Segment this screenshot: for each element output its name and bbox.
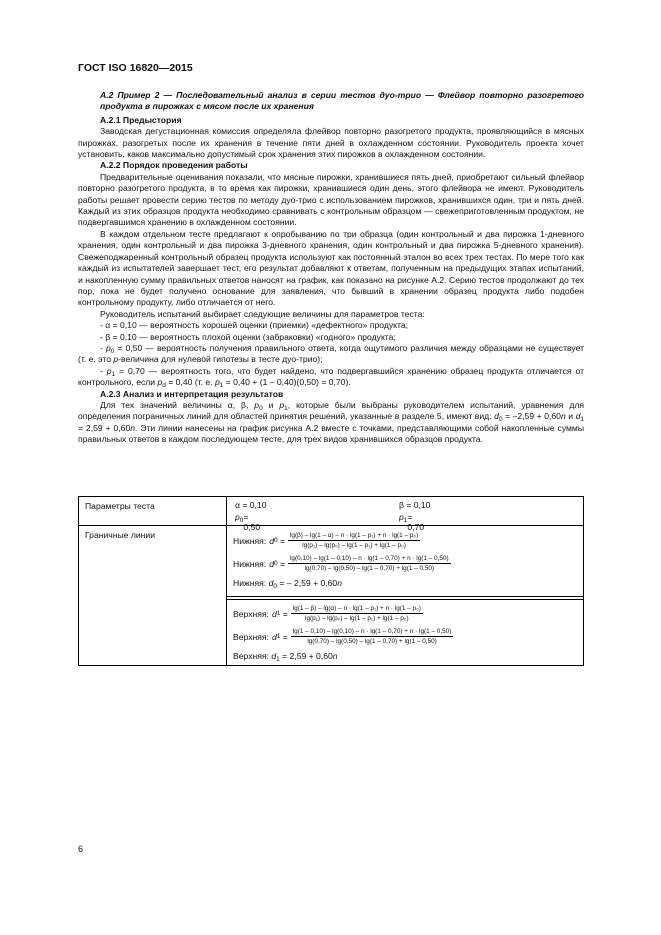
p0-value: $p_0$ = 0,50 (235, 512, 261, 532)
param-alpha: - α = 0,10 — вероятность хорошей оценки (приемки) «дефектного» продукта; (100, 320, 409, 331)
param-p0: - $p_0 = 0,50$ — вероятность получения правильного ответа, когда ощутимого различия между образцами не существует (т. е. это p-величина для нулевой гипотезы в тесте дуо-трио); (78, 342, 585, 365)
upper-formula-numeric: Верхняя: d 1 = lg(1 – 0,10) – lg(0,10) – n · lg(1 – 0,70) + n · lg(1 – 0,50) lg(0,70) – lg(0,50) – lg(1 – 0,70) + lg(1 – 0,50) (233, 628, 452, 645)
bounds-label: Граничные линии (79, 526, 227, 666)
main-text (78, 90, 584, 446)
upper-result: Верхняя: $d_1 = 2,59 + 0,60n$ (233, 651, 338, 663)
section-a22-title: А.2.2 Порядок проведения работы (100, 160, 248, 171)
lower-result: Нижняя: $d_0$ = – 2,59 + 0,60n (233, 578, 342, 590)
document-header: ГОСТ ISO 16820—2015 (78, 62, 193, 74)
lower-formula-numeric: Нижняя: d 0 = lg(0,10) – lg(1 – 0,10) – n · lg(1 – 0,70) + n · lg(1 – 0,50) lg(0,70) – lg(0,50) – lg(1 – 0,70) + lg(1 – 0,50) (233, 555, 449, 572)
section-a22-paragraph-2: В каждом отдельном тесте предлагают к опробыванию по три образца (один контрольный и два пирожка 1-дневного хранения, один контрольный и два пирожка 3-дневного хранения, один контрольный и два пирожка 5-дневного хранения). Свежеподжаренный контрольный образец продукта используют как постоянный эталон во всех трех тестах. По мере того как каждый из испытателей завершает тест, его результат добавляют к ответам, полученным на предыдущих этапах испытаний, и накопленную сумму правильных ответов наносят на график, как показано на рисунке А.2. Серию тестов продолжают до тех пор, пока не будет получено основание для заявления, что бывший в хранении образец продукта либо подобен контрольному продукту, либо отличается от него. (78, 228, 584, 308)
param-p1: - $p_1 = 0,70$ — вероятность того, что будет найдено, что подвергавшийся хранению образец продукта отличается от контрольного, если $p_d = 0,40$ (т. е. $p_1 = 0,40 + (1 - 0,40)(0,50) = 0,70$). (78, 365, 584, 390)
section-a23-title: А.2.3 Анализ и интерпретация результатов (100, 388, 284, 399)
params-label: Параметры теста (79, 497, 227, 526)
section-a21-paragraph: Заводская дегустационная комиссия определяла флейвор повторно разогретого продукта, проявляющийся в мясных пирожках, разогретых после их хранения в течение пяти дней в охлажденном состоянии. Руководитель проекта хочет установить, каков максимально допустимый срок хранения этих пирожков в охлажденном состоянии. (78, 126, 584, 160)
parameters-table (78, 496, 584, 666)
section-a22-paragraph-3: Руководитель испытаний выбирает следующие величины для параметров теста: (100, 308, 425, 319)
example-title: А.2 Пример 2 — Последовательный анализ в серии тестов дуо-трио — Флейвор повторно разогретого продукта в пирожках с мясом после их хранения (100, 90, 584, 112)
alpha-value: α = 0,10 (235, 500, 267, 510)
beta-value: β = 0,10 (399, 500, 431, 510)
section-a21-title: А.2.1 Предыстория (100, 114, 182, 125)
p1-value: $p_1$ = 0,70 (399, 512, 425, 532)
params-values (227, 497, 583, 532)
lower-formula-general: Нижняя: d 0 = $\frac{\text{lg(β) – lg(1 – α) – n · lg(1 – p₁) + n · lg(1 – p₀)}}{\text{lg(p₁) – lg(p₀) – lg(1 – p₁) + lg(1 – p₀)}}$ (233, 532, 419, 549)
table-divider (227, 596, 583, 597)
section-a22-paragraph-1: Предварительные оценивания показали, что мясные пирожки, хранившиеся пять дней, приобретают сильный флейвор повторно разогретого продукта, в то время как пирожки, хранившиеся один день, этого флейвора не имеют. Руководитель работы решает провести серию тестов по методу дуо-трио с использованием пирожков, хранившихся один, три и пять дней. Каждый из этих образцов продукта необходимо сравнивать с контрольным образцом — свежеприготовленным продуктом, не подвергавшимся хранению в охлажденном состоянии. (78, 171, 584, 228)
upper-formula-general: Верхняя: d 1 = $\frac{\text{lg(1 – β) – lg(α) – n · lg(1 – p₁) + n · lg(1 – p₀)}}{\text{lg(p₁) – lg(p₀) – lg(1 – p₁) + lg(1 – p₀)}}$ (233, 605, 421, 622)
param-beta: - β = 0,10 — вероятность плохой оценки (забраковки) «годного» продукта; (100, 331, 396, 342)
page-number: 6 (78, 844, 84, 854)
section-a23-paragraph: Для тех значений величины α, β, $p_0$ и $p_1$, которые были выбраны руководителем испытаний, уравнения для определения пограничных линий для областей принятия решений, указанные в разделе 5, имеют вид: $d_0 = -2,59 + 0,60n$ и $d_1 = 2,59 + 0,60n$. Эти линии нанесены на график рисунка А.2 вместе с точками, представляющими собой накопленные суммы правильных ответов в каждом последующем тесте, для трех видов хранившихся образцов продукта. (78, 399, 585, 445)
